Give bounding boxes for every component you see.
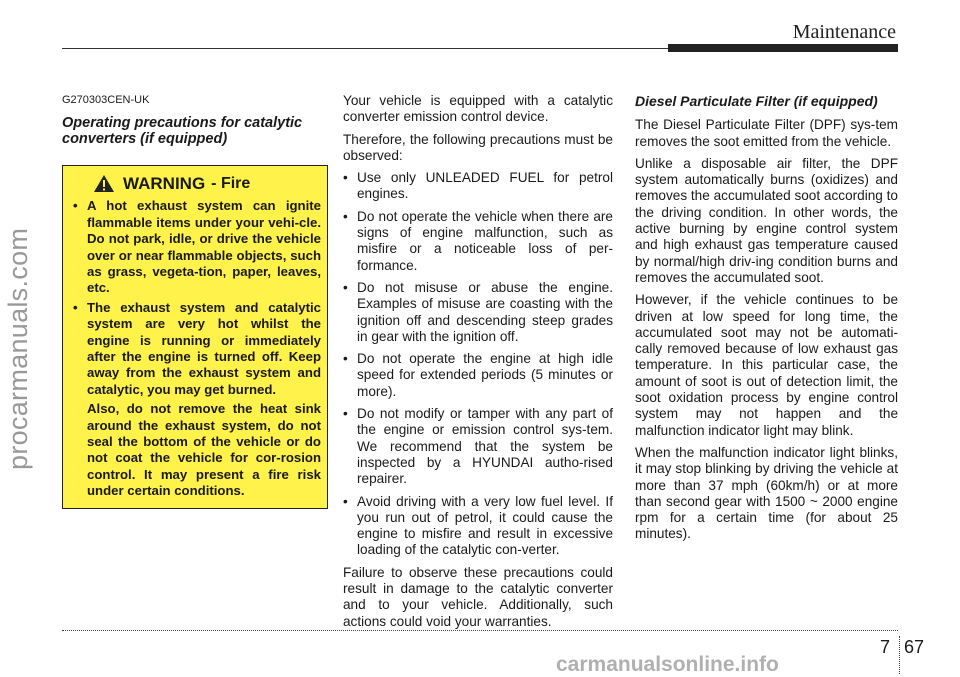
warning-header (73, 174, 321, 193)
warning-triangle-icon (93, 174, 115, 193)
warning-extra-text: Also, do not remove the heat sink around the exhaust system, do not seal the bottom of the vehicle or do not coat the vehicle for cor-rosion control. It may present a fire risk under certain conditions. (87, 401, 321, 499)
list-item-text: Use only UNLEADED FUEL for petrol engines. (357, 170, 613, 202)
warning-bullet (73, 300, 321, 398)
footer-rule (62, 630, 898, 631)
warning-title: WARNING (123, 173, 206, 193)
bullet-dot: • (343, 351, 348, 367)
dpf-paragraph: When the malfunction indicator light blinks, it may stop blinking by driving the vehicle at more than 37 mph (60km/h) or at more than second gear with 1500 ~ 2000 engine rpm for a certain time (for about 25 minutes). (635, 444, 898, 542)
middle-column (343, 93, 613, 636)
header-rule (62, 48, 670, 49)
list-item (343, 280, 613, 345)
page-number: 67 (904, 637, 925, 657)
bullet-dot: • (343, 208, 348, 224)
dpf-paragraph: However, if the vehicle continues to be driven at low speed for long time, the accumulated soot may not be automati-cally removed because of low exhaust gas temperature. In this particular case, the amount of soot is out of detection limit, the soot oxidation process by engine control system may not happen and the malfunction indicator light may blink. (635, 292, 898, 438)
intro-paragraph: Your vehicle is equipped with a catalytic converter emission control device. (343, 93, 613, 125)
list-item-text: Do not modify or tamper with any part of the engine or emission control sys-tem. We recommend that the system be inspected by a HYUNDAI autho-rised repairer. (357, 406, 613, 487)
bullet-dot: • (343, 493, 348, 509)
left-column (62, 92, 328, 509)
right-column (635, 93, 898, 549)
side-watermark: procarmanuals.com (3, 227, 33, 470)
bullet-dot: • (343, 279, 348, 295)
bullet-dot: • (343, 170, 348, 186)
list-item (343, 406, 613, 487)
list-item-text: Do not misuse or abuse the engine. Examples of misuse are coasting with the ignition off and descending steep grades in gear with the ignition off. (357, 279, 613, 344)
bullet-dot: • (73, 299, 78, 315)
list-item (343, 170, 613, 203)
header-bar (668, 44, 898, 52)
section-code: G270303CEN-UK (62, 94, 150, 106)
dpf-title: Diesel Particulate Filter (if equipped) (635, 93, 878, 109)
header-title: Maintenance (792, 21, 896, 43)
list-item-text: Do not operate the engine at high idle speed for extended periods (5 minutes or more). (357, 351, 613, 399)
chapter-number: 7 (880, 637, 891, 657)
list-item (343, 351, 613, 400)
list-item (343, 209, 613, 274)
warning-bullet-text: The exhaust system and catalytic system are very hot whilst the engine is running or immediately after the engine is turned off. Keep away from the exhaust system and catalytic, you may get burned. (87, 299, 321, 397)
therefore-paragraph: Therefore, the following precautions must be observed: (343, 131, 613, 163)
page-separator (899, 636, 900, 674)
warning-bullet (73, 198, 321, 296)
list-item-text: Avoid driving with a very low fuel level. If you run out of petrol, it could cause the engine to misfire and result in excessive loading of the catalytic con-verter. (357, 493, 613, 558)
warning-bullet-text: A hot exhaust system can ignite flammable items under your vehi-cle. Do not park, idle, or drive the vehicle over or near flammable objects, such as grass, vegeta-tion, paper, leaves, etc. (87, 198, 321, 296)
list-item-text: Do not operate the vehicle when there are signs of engine malfunction, such as misfire or a noticeable loss of per-formance. (357, 208, 613, 273)
dpf-paragraph: The Diesel Particulate Filter (DPF) sys-tem removes the soot emitted from the vehicle. (635, 117, 898, 149)
bullet-dot: • (343, 406, 348, 422)
dpf-paragraph: Unlike a disposable air filter, the DPF system automatically burns (oxidizes) and removes the accumulated soot according to the driving condition. In other words, the active burning by engine control system and high exhaust gas temperature caused by normal/high driv-ing condition burns and removes the accumulated soot. (635, 155, 898, 285)
warning-box (62, 165, 328, 508)
bottom-watermark: carmanualsonline.info (556, 653, 779, 676)
bullet-dot: • (73, 198, 78, 214)
warning-subtitle: - Fire (211, 174, 251, 192)
section-title: Operating precautions for catalytic converters (if equipped) (62, 115, 303, 148)
list-item (343, 494, 613, 559)
closing-paragraph: Failure to observe these precautions could result in damage to the catalytic converter and to your vehicle. Additionally, such actions could void your warranties. (343, 564, 613, 629)
